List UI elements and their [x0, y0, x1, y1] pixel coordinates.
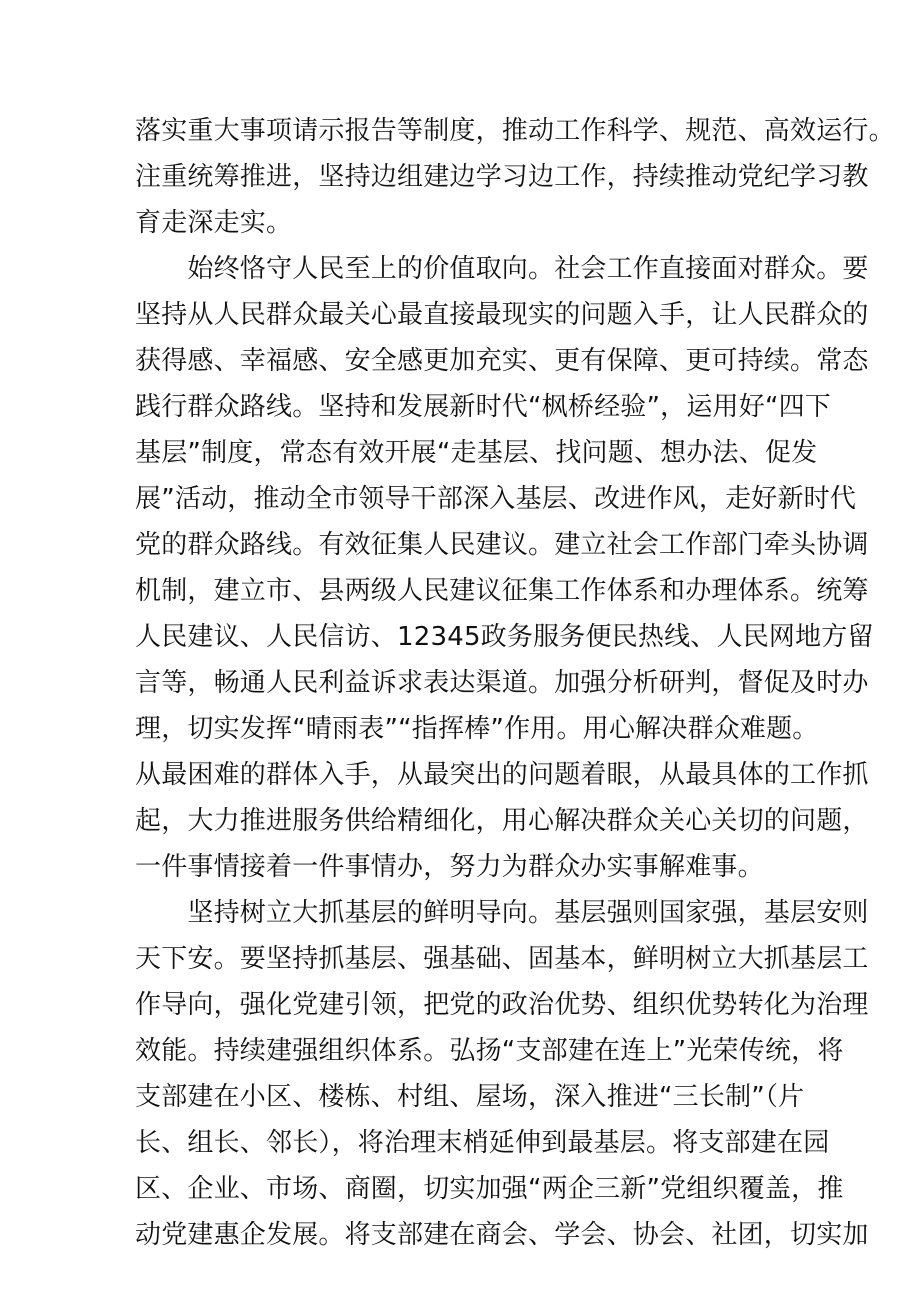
text-line: 展”活动，推动全市领导干部深入基层、改进作风，走好新时代 — [135, 484, 857, 514]
text-line: 起，大力推进服务供给精细化，用心解决群众关心关切的问题， — [135, 806, 869, 836]
text-line: 获得感、幸福感、安全感更加充实、更有保障、更可持续。常态 — [135, 346, 869, 376]
text-line: 天下安。要坚持抓基层、强基础、固基本，鲜明树立大抓基层工 — [135, 944, 869, 974]
text-line: 言等，畅通人民利益诉求表达渠道。加强分析研判，督促及时办 — [135, 668, 869, 698]
text-line: 人民建议、人民信访、12345政务服务便民热线、人民网地方留 — [135, 622, 874, 652]
text-line: 党的群众路线。有效征集人民建议。建立社会工作部门牵头协调 — [135, 530, 869, 560]
text-line: 注重统筹推进，坚持边组建边学习边工作，持续推动党纪学习教 — [135, 162, 869, 192]
text-line: 基层”制度，常态有效开展“走基层、找问题、想办法、促发 — [135, 438, 818, 468]
text-line: 动党建惠企发展。将支部建在商会、学会、协会、社团，切实加 — [135, 1220, 869, 1250]
text-line: 机制，建立市、县两级人民建议征集工作体系和办理体系。统筹 — [135, 576, 869, 606]
text-line: 育走深走实。 — [135, 208, 293, 238]
paragraph-1 — [135, 108, 895, 246]
text-line: 作导向，强化党建引领，把党的政治优势、组织优势转化为治理 — [135, 990, 869, 1020]
document-body — [135, 108, 895, 1258]
text-line: 落实重大事项请示报告等制度，推动工作科学、规范、高效运行。 — [135, 116, 895, 146]
text-line: 理，切实发挥“晴雨表”“指挥棒”作用。用心解决群众难题。 — [135, 714, 819, 744]
text-line: 坚持从人民群众最关心最直接最现实的问题入手，让人民群众的 — [135, 300, 869, 330]
text-line: 一件事情接着一件事情办，努力为群众办实事解难事。 — [135, 852, 764, 882]
text-line: 从最困难的群体入手，从最突出的问题着眼，从最具体的工作抓 — [135, 760, 869, 790]
text-line: 践行群众路线。坚持和发展新时代“枫桥经验”，运用好“四下 — [135, 392, 832, 422]
text-line: 区、企业、市场、商圈，切实加强“两企三新”党组织覆盖，推 — [135, 1174, 844, 1204]
text-line: 始终恪守人民至上的价值取向。社会工作直接面对群众。要 — [135, 254, 869, 284]
paragraph-3 — [135, 890, 869, 1258]
text-line: 坚持树立大抓基层的鲜明导向。基层强则国家强，基层安则 — [135, 898, 869, 928]
text-line: 效能。持续建强组织体系。弘扬“支部建在连上”光荣传统，将 — [135, 1036, 844, 1066]
text-line: 支部建在小区、楼栋、村组、屋场，深入推进“三长制”（片 — [135, 1082, 805, 1112]
paragraph-2 — [135, 246, 874, 890]
text-line: 长、组长、邻长），将治理末梢延伸到最基层。将支部建在园 — [135, 1128, 830, 1158]
